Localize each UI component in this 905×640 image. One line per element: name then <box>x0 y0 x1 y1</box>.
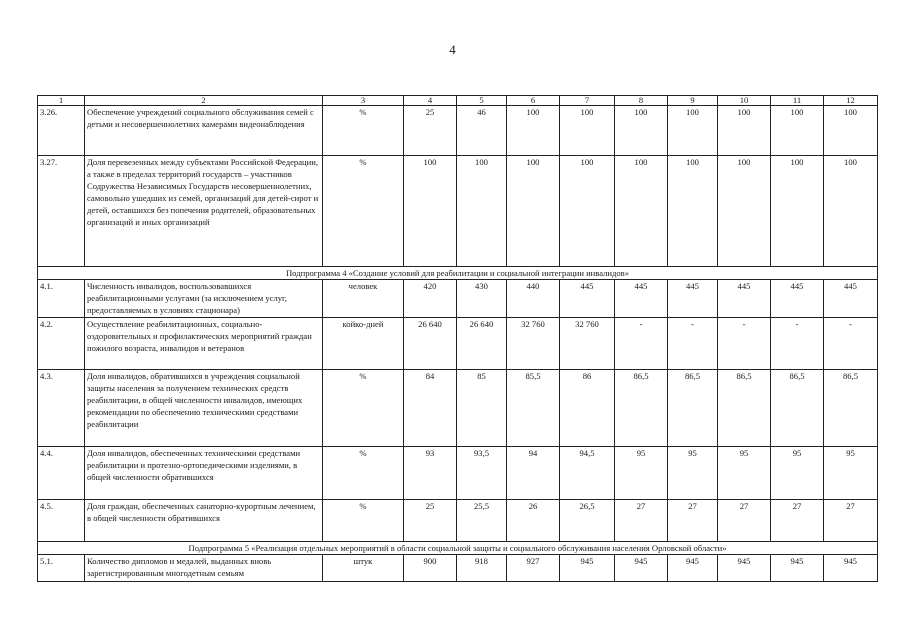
value-cell: 85,5 <box>507 370 560 447</box>
value-cell: 84 <box>404 370 457 447</box>
value-cell: 945 <box>668 555 718 582</box>
indicator-name: Численность инвалидов, воспользовавшихся реабилитационными услугами (за исключением услуг, предоставляемых в условиях стационара) <box>85 280 323 318</box>
value-cell: 26 640 <box>404 318 457 370</box>
value-cell: 94 <box>507 447 560 500</box>
table-row <box>38 555 878 582</box>
table-row <box>38 156 878 267</box>
value-cell: 25,5 <box>457 500 507 542</box>
value-cell: 445 <box>668 280 718 318</box>
value-cell: 95 <box>668 447 718 500</box>
value-cell: - <box>771 318 824 370</box>
value-cell: 945 <box>560 555 615 582</box>
value-cell: 100 <box>560 106 615 156</box>
table-row <box>38 500 878 542</box>
header-cell: 10 <box>718 96 771 106</box>
unit-cell: штук <box>323 555 404 582</box>
unit-cell: % <box>323 370 404 447</box>
value-cell: 86,5 <box>668 370 718 447</box>
header-cell: 6 <box>507 96 560 106</box>
value-cell: 95 <box>824 447 878 500</box>
value-cell: - <box>824 318 878 370</box>
value-cell: 32 760 <box>507 318 560 370</box>
row-number: 4.1. <box>38 280 85 318</box>
unit-cell: % <box>323 156 404 267</box>
row-number: 4.4. <box>38 447 85 500</box>
value-cell: 94,5 <box>560 447 615 500</box>
indicator-name: Количество дипломов и медалей, выданных вновь зарегистрированным многодетным семьям <box>85 555 323 582</box>
table-row <box>38 106 878 156</box>
value-cell: 95 <box>771 447 824 500</box>
unit-cell: % <box>323 447 404 500</box>
value-cell: 86,5 <box>718 370 771 447</box>
row-number: 3.26. <box>38 106 85 156</box>
value-cell: 100 <box>771 106 824 156</box>
value-cell: 86 <box>560 370 615 447</box>
header-cell: 4 <box>404 96 457 106</box>
indicator-name: Обеспечение учреждений социального обслуживания семей с детьми и несовершеннолетних камерами видеонаблюдения <box>85 106 323 156</box>
header-cell: 5 <box>457 96 507 106</box>
value-cell: 100 <box>771 156 824 267</box>
value-cell: 27 <box>771 500 824 542</box>
table-row <box>38 370 878 447</box>
value-cell: 445 <box>560 280 615 318</box>
value-cell: 100 <box>457 156 507 267</box>
value-cell: 86,5 <box>615 370 668 447</box>
value-cell: 100 <box>615 156 668 267</box>
value-cell: 900 <box>404 555 457 582</box>
row-number: 3.27. <box>38 156 85 267</box>
unit-cell: койко-дней <box>323 318 404 370</box>
indicator-name: Доля перевезенных между субъектами Российской Федерации, а также в пределах территорий государств – участников Содружества Независимых Государств несовершеннолетних, самовольно ушедших из семей, организаций для детей-сирот и детей, оставшихся без попечения родителей, образовательных организаций и иных организаций <box>85 156 323 267</box>
subprogram-row <box>38 542 878 555</box>
value-cell: 445 <box>615 280 668 318</box>
row-number: 4.5. <box>38 500 85 542</box>
value-cell: 945 <box>771 555 824 582</box>
value-cell: 27 <box>718 500 771 542</box>
value-cell: 100 <box>668 106 718 156</box>
value-cell: 100 <box>824 106 878 156</box>
value-cell: 945 <box>824 555 878 582</box>
value-cell: 46 <box>457 106 507 156</box>
value-cell: 27 <box>668 500 718 542</box>
value-cell: 93 <box>404 447 457 500</box>
subprogram-title: Подпрограмма 5 «Реализация отдельных мероприятий в области социальной защиты и социального обслуживания населения Орловской области» <box>38 542 878 555</box>
value-cell: - <box>718 318 771 370</box>
table-row <box>38 447 878 500</box>
row-number: 4.2. <box>38 318 85 370</box>
value-cell: 945 <box>718 555 771 582</box>
value-cell: 445 <box>718 280 771 318</box>
value-cell: 26,5 <box>560 500 615 542</box>
header-cell: 2 <box>85 96 323 106</box>
value-cell: 100 <box>507 156 560 267</box>
value-cell: 95 <box>615 447 668 500</box>
indicators-table <box>37 95 878 582</box>
value-cell: 945 <box>615 555 668 582</box>
value-cell: 27 <box>824 500 878 542</box>
value-cell: - <box>668 318 718 370</box>
value-cell: 85 <box>457 370 507 447</box>
value-cell: 445 <box>824 280 878 318</box>
page-number: 4 <box>449 42 456 57</box>
value-cell: 86,5 <box>771 370 824 447</box>
table-row <box>38 318 878 370</box>
value-cell: 26 <box>507 500 560 542</box>
value-cell: 445 <box>771 280 824 318</box>
value-cell: 440 <box>507 280 560 318</box>
header-cell: 11 <box>771 96 824 106</box>
value-cell: 918 <box>457 555 507 582</box>
header-cell: 7 <box>560 96 615 106</box>
value-cell: 100 <box>507 106 560 156</box>
value-cell: 100 <box>615 106 668 156</box>
value-cell: 430 <box>457 280 507 318</box>
value-cell: 100 <box>560 156 615 267</box>
value-cell: 100 <box>668 156 718 267</box>
unit-cell: % <box>323 106 404 156</box>
indicator-name: Доля инвалидов, обратившихся в учреждения социальной защиты населения за получением технических средств реабилитации, в общей численности инвалидов, имеющих рекомендации по обеспечению техническими средствами реабилитации <box>85 370 323 447</box>
value-cell: 32 760 <box>560 318 615 370</box>
indicator-name: Доля инвалидов, обеспеченных техническими средствами реабилитации и протезно-ортопедическими изделиями, в общей численности обратившихся <box>85 447 323 500</box>
header-cell: 8 <box>615 96 668 106</box>
indicator-name: Доля граждан, обеспеченных санаторно-курортным лечением, в общей численности обратившихся <box>85 500 323 542</box>
header-cell: 1 <box>38 96 85 106</box>
value-cell: 25 <box>404 106 457 156</box>
subprogram-row <box>38 267 878 280</box>
value-cell: 25 <box>404 500 457 542</box>
value-cell: 95 <box>718 447 771 500</box>
header-row <box>38 96 878 106</box>
table-row <box>38 280 878 318</box>
header-cell: 12 <box>824 96 878 106</box>
unit-cell: % <box>323 500 404 542</box>
value-cell: 26 640 <box>457 318 507 370</box>
value-cell: 100 <box>718 156 771 267</box>
row-number: 4.3. <box>38 370 85 447</box>
value-cell: 420 <box>404 280 457 318</box>
value-cell: - <box>615 318 668 370</box>
unit-cell: человек <box>323 280 404 318</box>
value-cell: 100 <box>824 156 878 267</box>
value-cell: 927 <box>507 555 560 582</box>
value-cell: 100 <box>718 106 771 156</box>
indicator-name: Осуществление реабилитационных, социально-оздоровительных и профилактических мероприятий граждан пожилого возраста, инвалидов и ветеранов <box>85 318 323 370</box>
value-cell: 27 <box>615 500 668 542</box>
value-cell: 86,5 <box>824 370 878 447</box>
value-cell: 100 <box>404 156 457 267</box>
value-cell: 93,5 <box>457 447 507 500</box>
subprogram-title: Подпрограмма 4 «Создание условий для реабилитации и социальной интеграции инвалидов» <box>38 267 878 280</box>
row-number: 5.1. <box>38 555 85 582</box>
header-cell: 9 <box>668 96 718 106</box>
header-cell: 3 <box>323 96 404 106</box>
